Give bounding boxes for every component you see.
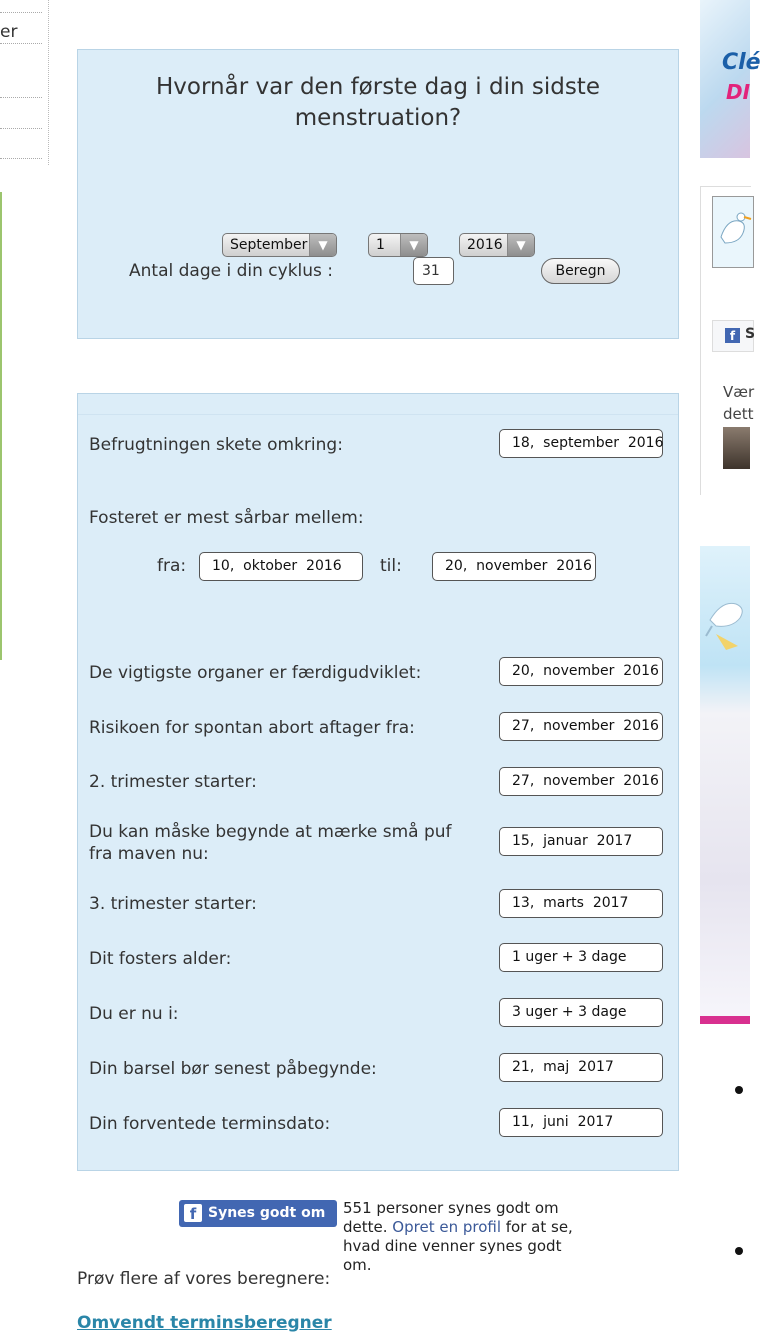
like-button-label: Synes godt om xyxy=(208,1205,326,1221)
result-field[interactable]: 15, januar 2017 xyxy=(499,827,663,856)
dropdown-arrow-icon: ▼ xyxy=(309,234,336,256)
reverse-due-date-link[interactable]: Omvendt terminsberegner xyxy=(77,1313,332,1333)
ad-brand-text: Clé xyxy=(722,50,761,75)
like-text-part1: 551 personer synes godt om dette. xyxy=(343,1199,559,1236)
day-value: 1 xyxy=(376,237,385,253)
cycle-label: Antal dage i din cyklus : xyxy=(129,261,334,281)
result-label: Risikoen for spontan abort aftager fra: xyxy=(89,718,415,738)
left-sidebar xyxy=(0,0,49,165)
day-select[interactable] xyxy=(368,233,428,257)
result-label: Du er nu i: xyxy=(89,1004,179,1024)
widget-text-line: Vær xyxy=(723,383,755,401)
stork-icon xyxy=(706,590,750,660)
fertilization-date-field[interactable]: 18, september 2016 xyxy=(499,429,663,458)
dropdown-arrow-icon: ▼ xyxy=(507,234,534,256)
result-label: De vigtigste organer er færdigudviklet: xyxy=(89,663,422,683)
divider xyxy=(0,128,42,129)
result-field[interactable]: 20, november 2016 xyxy=(499,657,663,686)
right-widget-text xyxy=(723,381,754,425)
result-field[interactable]: 11, juni 2017 xyxy=(499,1108,663,1137)
result-field[interactable]: 27, november 2016 xyxy=(499,767,663,796)
like-count-text xyxy=(343,1199,593,1274)
to-label: til: xyxy=(380,556,402,576)
result-label: 3. trimester starter: xyxy=(89,894,257,914)
divider xyxy=(78,414,678,415)
result-label: Du kan måske begynde at mærke små puf fra maven nu: xyxy=(89,822,452,864)
calculate-button[interactable]: Beregn xyxy=(541,258,620,284)
stork-icon xyxy=(713,197,753,267)
divider xyxy=(0,97,42,98)
result-label: Din forventede terminsdato: xyxy=(89,1114,331,1134)
list-bullet xyxy=(735,1247,743,1255)
result-field[interactable]: 1 uger + 3 dage xyxy=(499,943,663,972)
month-select[interactable] xyxy=(222,233,337,257)
divider xyxy=(0,12,42,13)
widget-text-line: dett xyxy=(723,405,754,423)
result-field[interactable]: 21, maj 2017 xyxy=(499,1053,663,1082)
facebook-widget-label: S xyxy=(745,326,756,342)
results-panel xyxy=(77,393,679,1171)
sidebar-item-text[interactable]: er xyxy=(0,22,18,42)
result-field[interactable]: 13, marts 2017 xyxy=(499,889,663,918)
create-profile-link[interactable]: Opret en profil xyxy=(392,1218,501,1236)
user-photo xyxy=(723,427,750,469)
list-bullet xyxy=(735,1086,743,1094)
stork-thumbnail[interactable] xyxy=(712,196,754,268)
facebook-icon: f xyxy=(184,1204,202,1222)
question-heading: Hvornår var den første dag i din sidste menstruation? xyxy=(156,74,600,131)
like-text-part2: for at se, hvad dine venner synes godt om. xyxy=(343,1218,573,1274)
ad-accent-bar xyxy=(700,1016,750,1024)
result-field[interactable]: 3 uger + 3 dage xyxy=(499,998,663,1027)
from-date-field[interactable]: 10, oktober 2016 xyxy=(199,552,363,581)
result-field[interactable]: 27, november 2016 xyxy=(499,712,663,741)
divider xyxy=(0,43,42,44)
dropdown-arrow-icon: ▼ xyxy=(400,234,427,256)
cycle-input[interactable]: 31 xyxy=(413,257,454,285)
facebook-like-button[interactable] xyxy=(179,1200,337,1227)
advertisement-banner[interactable] xyxy=(700,0,761,158)
fertilization-label: Befrugtningen skete omkring: xyxy=(89,435,343,455)
to-date-field[interactable]: 20, november 2016 xyxy=(432,552,596,581)
divider xyxy=(0,158,42,159)
facebook-icon: f xyxy=(725,328,740,343)
year-select[interactable] xyxy=(459,233,535,257)
facebook-share-widget[interactable] xyxy=(712,320,754,352)
vulnerable-label: Fosteret er mest sårbar mellem: xyxy=(89,508,364,528)
result-label: Dit fosters alder: xyxy=(89,949,232,969)
result-label: Din barsel bør senest påbegynde: xyxy=(89,1059,377,1079)
left-banner-edge xyxy=(0,192,2,660)
month-value: September xyxy=(230,237,308,253)
year-value: 2016 xyxy=(467,237,503,253)
calculator-form xyxy=(77,49,679,339)
from-label: fra: xyxy=(157,556,187,576)
ad-brand-text: DI xyxy=(726,80,751,104)
result-label: 2. trimester starter: xyxy=(89,772,257,792)
more-calculators-label: Prøv flere af vores beregnere: xyxy=(77,1269,331,1289)
